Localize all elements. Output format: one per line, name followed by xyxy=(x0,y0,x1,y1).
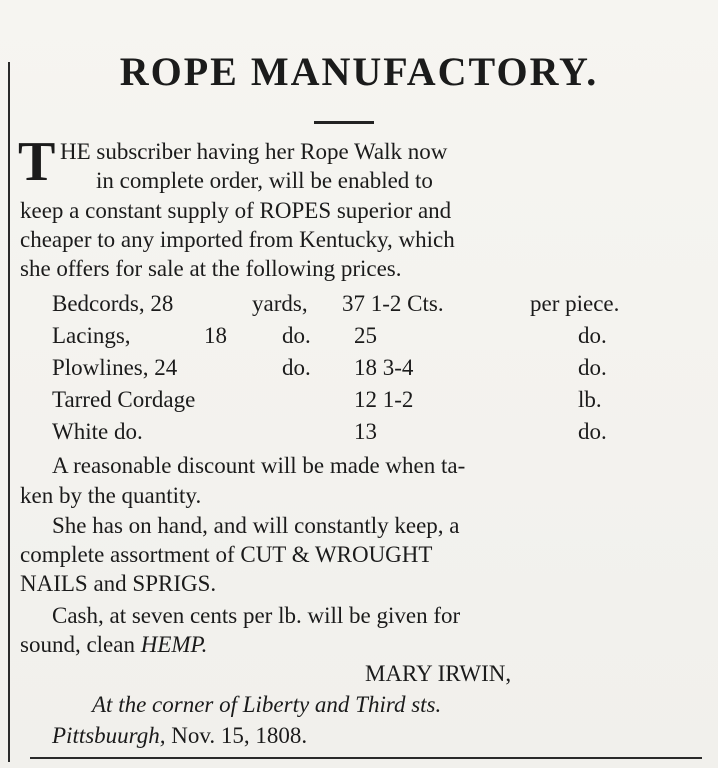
price-unit: do. xyxy=(282,355,311,380)
signature-dateline xyxy=(52,722,307,750)
ad-title: ROPE MANUFACTORY. xyxy=(119,49,599,94)
price-unit: do. xyxy=(282,323,311,348)
drop-cap: T xyxy=(18,131,56,193)
intro-line: she offers for sale at the following prices. xyxy=(20,256,402,281)
intro-line: in complete order, will be enabled to xyxy=(96,168,433,193)
price-per: do. xyxy=(578,355,607,380)
price-unit: yards, xyxy=(252,291,308,316)
price-value: 13 xyxy=(354,419,377,444)
left-border-rule xyxy=(8,62,10,762)
discount-line: A reasonable discount will be made when ta- xyxy=(52,453,466,478)
price-item: Lacings, xyxy=(52,323,131,348)
hemp-word: HEMP. xyxy=(140,632,208,657)
price-per: do. xyxy=(578,419,607,444)
nails-line: She has on hand, and will constantly keep, a xyxy=(52,513,460,538)
signature-name: MARY IRWIN, xyxy=(365,661,512,686)
price-per: lb. xyxy=(578,387,602,412)
cash-line xyxy=(20,631,207,659)
cash-line: Cash, at seven cents per lb. will be given for xyxy=(52,603,461,628)
signature-address: At the corner of Liberty and Third sts. xyxy=(92,692,442,717)
intro-line: keep a constant supply of ROPES superior and xyxy=(20,198,452,223)
intro-line: HE subscriber having her Rope Walk now xyxy=(60,139,448,164)
price-value: 18 3-4 xyxy=(354,355,414,380)
cash-text: sound, clean xyxy=(20,632,141,657)
discount-line: ken by the quantity. xyxy=(20,483,202,508)
price-value: 37 1-2 Cts. xyxy=(342,291,444,316)
bottom-border-rule xyxy=(30,757,702,759)
price-item: Plowlines, 24 xyxy=(52,355,178,380)
signature-place: Pittsbuurgh, xyxy=(52,723,166,748)
nails-line: complete assortment of CUT & WROUGHT xyxy=(20,542,433,567)
price-item: White do. xyxy=(52,419,143,444)
price-value: 25 xyxy=(354,323,377,348)
price-per: per piece. xyxy=(530,291,620,316)
title-divider xyxy=(314,121,374,124)
price-per: do. xyxy=(578,323,607,348)
price-item: Bedcords, 28 xyxy=(52,291,174,316)
signature-date: Nov. 15, 1808. xyxy=(165,723,308,748)
price-qty: 18 xyxy=(204,323,227,348)
intro-line: cheaper to any imported from Kentucky, which xyxy=(20,227,455,252)
price-item: Tarred Cordage xyxy=(52,387,196,412)
price-value: 12 1-2 xyxy=(354,387,414,412)
nails-line: NAILS and SPRIGS. xyxy=(20,571,217,596)
